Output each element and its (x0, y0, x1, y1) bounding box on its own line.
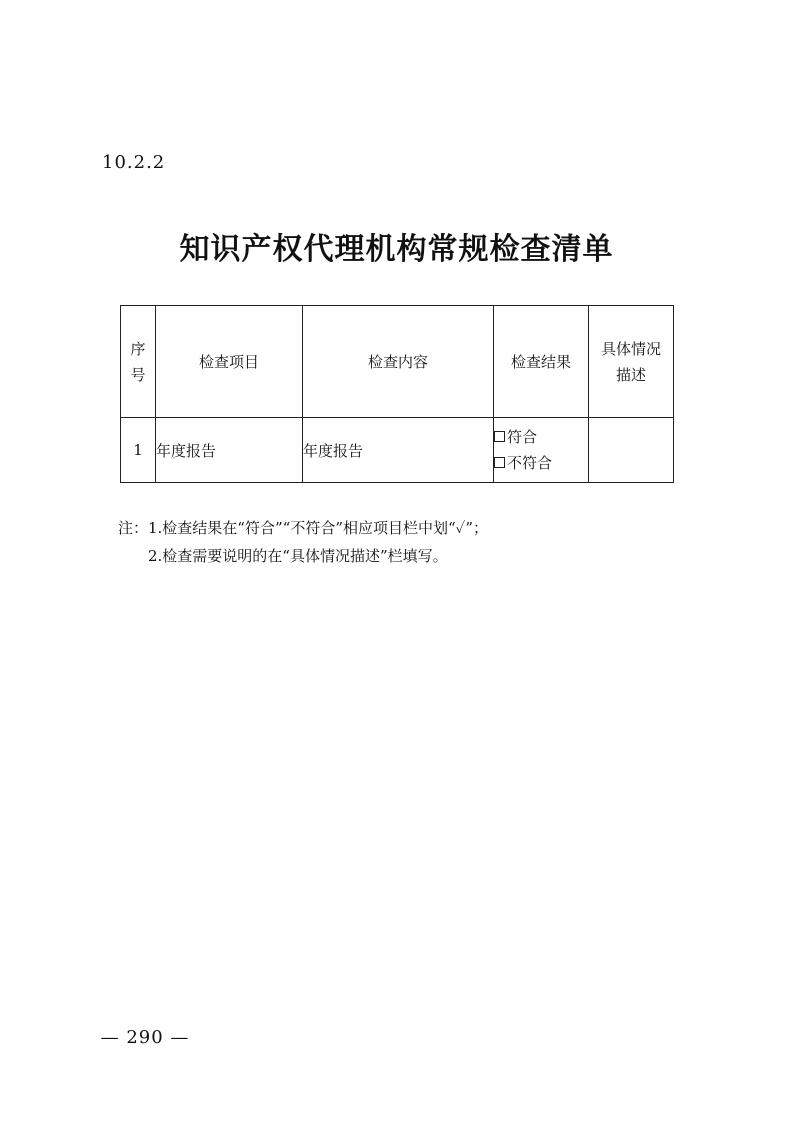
cell-description[interactable] (589, 418, 674, 483)
header-description-line2: 描述 (615, 365, 646, 384)
section-number: 10.2.2 (102, 152, 166, 173)
checkbox-icon[interactable] (494, 431, 505, 442)
header-check-result: 检查结果 (494, 306, 589, 418)
document-title: 知识产权代理机构常规检查清单 (179, 232, 614, 267)
cell-check-result (494, 418, 589, 483)
header-serial-number (121, 306, 156, 418)
notes (118, 514, 488, 570)
header-description-line1: 具体情况 (600, 339, 661, 358)
option-compliant[interactable] (494, 424, 588, 450)
table-header-row (121, 306, 674, 418)
checklist-table (120, 305, 674, 483)
checkbox-icon[interactable] (494, 457, 505, 468)
cell-serial-number: 1 (121, 418, 156, 483)
table-row (121, 418, 674, 483)
header-check-content: 检查内容 (303, 306, 494, 418)
header-serial-number-line1: 序 (130, 339, 146, 358)
note-line-2: 2.检查需要说明的在“具体情况描述”栏填写。 (148, 547, 448, 565)
option-noncompliant-label: 不符合 (507, 454, 553, 472)
note-line-1: 注：1.检查结果在“符合”“不符合”相应项目栏中划“✓”； (118, 519, 488, 537)
cell-check-item: 年度报告 (156, 418, 303, 483)
header-serial-number-line2: 号 (130, 365, 146, 384)
cell-check-content: 年度报告 (303, 418, 494, 483)
option-compliant-label: 符合 (507, 428, 538, 446)
header-check-item: 检查项目 (156, 306, 303, 418)
page-number: — 290 — (100, 1027, 190, 1048)
option-noncompliant[interactable] (494, 450, 588, 476)
header-description (589, 306, 674, 418)
